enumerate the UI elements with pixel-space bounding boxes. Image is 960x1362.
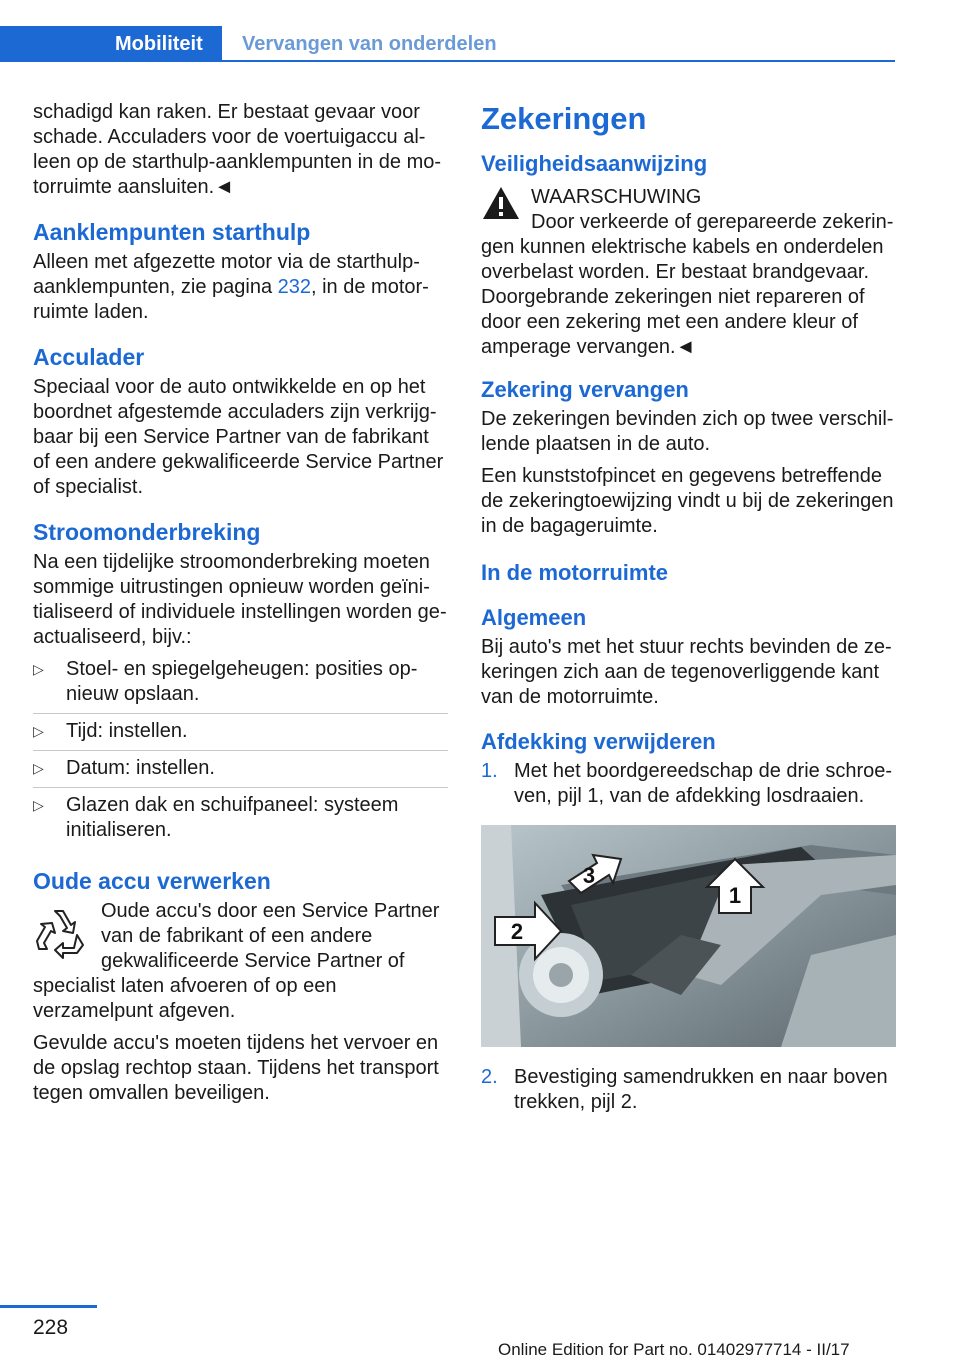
list-item: ▷ Glazen dak en schuifpaneel: systeem initialiseren.	[33, 794, 399, 841]
triangle-bullet-icon: ▷	[33, 661, 44, 677]
triangle-bullet-icon: ▷	[33, 797, 44, 813]
warning-text: Door verkeerde of gerepareerde zekeringen kunnen elektrische kabels en onderdelen overbelast worden. Er bestaat brandgevaar. Doorgebrande zekeringen niet repareren of door een zekering met een andere kleur of amperage vervangen.◄	[481, 211, 894, 358]
stroom-paragraph: Na een tijdelijke stroomonderbreking moeten sommige uitrustingen opnieuw worden geïnitialiseerd of individuele instellingen worden geactualiseerd, bijv.:	[33, 551, 447, 648]
svg-text:2: 2	[510, 919, 524, 944]
algemeen-heading: Algemeen	[481, 605, 587, 630]
list-item: ▷ Tijd: instellen.	[33, 714, 448, 751]
step-list	[481, 759, 896, 809]
step-list-continued	[481, 1065, 896, 1115]
engine-bay-photo	[481, 825, 896, 1047]
warning-block	[481, 185, 896, 360]
list-item: ▷ Stoel- en spiegelgeheugen: posities opnieuw opslaan.	[33, 652, 448, 714]
list-item: 2. Bevestiging samendrukken en naar boven trekken, pijl 2.	[481, 1066, 888, 1113]
left-column	[33, 100, 448, 1113]
warning-title: WAARSCHUWING	[531, 186, 702, 208]
aanklem-heading: Aanklempunten starthulp	[33, 219, 311, 245]
safety-heading: Veiligheidsaanwijzing	[481, 151, 708, 176]
footer-rule	[0, 1305, 97, 1308]
recycle-note: Oude accu's door een Service Partner van de fabrikant of een andere gekwalificeerde Service Partner of specialist laten afvoeren of op een verzamelpunt afgeven.	[33, 900, 440, 1022]
vervangen-paragraph-2: Een kunststofpincet en gegevens betreffende de zekeringtoewijzing vindt u bij de zekeringen in de bagageruimte.	[481, 465, 894, 537]
page-link[interactable]: 232	[277, 276, 311, 298]
svg-text:3: 3	[582, 863, 596, 888]
stroom-heading: Stroomonderbreking	[33, 519, 261, 545]
right-column	[481, 100, 896, 1115]
page-title: Zekeringen	[481, 101, 647, 136]
aanklem-paragraph: Alleen met afgezette motor via de starthulp-aanklempunten, zie pagina 232, in de motorruimte laden.	[33, 251, 429, 323]
acculader-paragraph: Speciaal voor de auto ontwikkelde en op het boordnet afgestemde acculaders zijn verkrijgbaar bij een Service Partner van de fabrikant of een andere gekwalificeerde Service Partner of specialist.	[33, 376, 444, 498]
recycle-icon	[33, 903, 91, 961]
list-item: ▷ Datum: instellen.	[33, 751, 448, 788]
warning-icon	[481, 185, 521, 221]
svg-text:1: 1	[728, 883, 742, 908]
page-number: 228	[33, 1316, 69, 1339]
triangle-bullet-icon: ▷	[33, 760, 44, 776]
motor-heading: In de motorruimte	[481, 560, 669, 585]
vervangen-heading: Zekering vervangen	[481, 377, 689, 402]
chapter-tab[interactable]: Mobiliteit	[0, 26, 222, 62]
gevulde-paragraph: Gevulde accu's moeten tijdens het vervoer en de opslag rechtop staan. Tijdens het transport tegen omvallen beveiligen.	[33, 1032, 439, 1104]
oude-accu-heading: Oude accu verwerken	[33, 868, 271, 894]
intro-paragraph: schadigd kan raken. Er bestaat gevaar voor schade. Acculaders voor de voertuigaccu alleen op de starthulp-aanklempunten in de motorruimte aansluiten.◄	[33, 101, 442, 198]
header-rule	[222, 60, 895, 62]
section-tab[interactable]: Vervangen van onderdelen	[242, 33, 497, 55]
afdekking-heading: Afdekking verwijderen	[481, 729, 716, 754]
list-item: 1. Met het boordgereedschap de drie schroeven, pijl 1, van de afdekking losdraaien.	[481, 760, 893, 807]
algemeen-paragraph: Bij auto's met het stuur rechts bevinden de zekeringen zich aan de tegenoverliggende kant van de motorruimte.	[481, 636, 892, 708]
vervangen-paragraph-1: De zekeringen bevinden zich op twee verschillende plaatsen in de auto.	[481, 408, 894, 455]
bullet-list	[33, 652, 448, 849]
acculader-heading: Acculader	[33, 344, 145, 370]
page-header	[0, 0, 960, 62]
edition-note: Online Edition for Part no. 01402977714 - II/17	[498, 1340, 850, 1359]
triangle-bullet-icon: ▷	[33, 723, 44, 739]
